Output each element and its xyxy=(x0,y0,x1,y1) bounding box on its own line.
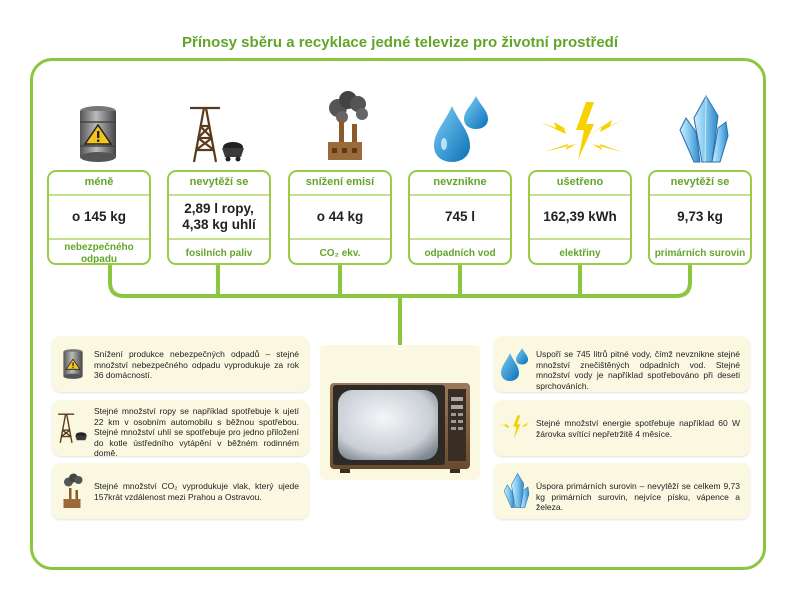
card-hazardous-waste xyxy=(47,170,151,265)
info-text: Snížení produkce nebezpečných odpadů – stejné množství nebezpečného odpadu vyprodukuje za rok 36 domácností. xyxy=(94,349,299,380)
card-bottom-label: odpadních vod xyxy=(424,247,496,259)
info-box-raw-materials xyxy=(494,463,750,519)
info-box-emissions xyxy=(52,463,309,519)
water-drops-icon xyxy=(500,346,530,382)
hazard-barrel-icon xyxy=(62,348,84,380)
info-box-electricity xyxy=(494,400,750,456)
info-box-fossil-fuels xyxy=(52,400,309,456)
info-text: Stejné množství energie spotřebuje například 60 W žárovka svítící nepřetržitě 4 měsíce. xyxy=(536,418,740,439)
lightning-icon xyxy=(538,100,628,162)
card-value: o 145 kg xyxy=(49,196,149,240)
factory-smoke-icon xyxy=(322,90,372,162)
card-bottom-label: CO₂ ekv. xyxy=(319,247,361,259)
card-value: 745 l xyxy=(410,196,510,240)
card-bottom-label: nebezpečného odpadu xyxy=(64,241,134,265)
card-value: o 44 kg xyxy=(290,196,390,240)
info-text: Uspoří se 745 litrů pitné vody, čímž nevznikne stejné množství znečištěných odpadních vod. Stejné množství vody je například spotřebováno při deseti sprchováních. xyxy=(536,349,740,391)
card-top-label: nevytěží se xyxy=(169,172,269,196)
page-title: Přínosy sběru a recyklace jedné televize pro životní prostředí xyxy=(182,34,618,51)
water-drops-icon xyxy=(432,92,492,164)
oil-rig-coal-icon xyxy=(186,104,246,164)
card-bottom-label: fosilních paliv xyxy=(185,247,253,259)
info-box-water xyxy=(494,336,750,392)
card-top-label: nevznikne xyxy=(410,172,510,196)
crystals-icon xyxy=(500,471,530,509)
factory-smoke-icon xyxy=(60,473,86,509)
television-image xyxy=(320,345,480,480)
card-raw-materials xyxy=(648,170,752,265)
television-icon xyxy=(320,345,480,480)
card-value: 2,89 l ropy, 4,38 kg uhlí xyxy=(169,196,269,240)
info-text: Stejné množství ropy se například spotřebuje k ujetí 22 km v osobním automobilu s běžnou spotřebou. Stejné množství uhlí se spotřebuje pro jedno přiložení do kotle ústředního vytápění v běžném rodinném domě. xyxy=(94,406,299,458)
card-emissions xyxy=(288,170,392,265)
card-bottom-label: elektřiny xyxy=(559,247,601,259)
info-text: Úspora primárních surovin – nevytěží se celkem 9,73 kg primárních surovin, nejvíce písku, vápence a železa. xyxy=(536,481,740,512)
info-text: Stejné množství CO₂ vyprodukuje vlak, který ujede 157krát vzdálenost mezi Prahou a Ostravou. xyxy=(94,481,299,502)
hazard-barrel-icon xyxy=(78,104,118,164)
lightning-icon xyxy=(498,414,534,440)
oil-rig-coal-icon xyxy=(56,412,88,444)
card-top-label: nevytěží se xyxy=(650,172,750,196)
card-bottom-label: primárních surovin xyxy=(654,247,746,259)
card-top-label: ušetřeno xyxy=(530,172,630,196)
card-top-label: méně xyxy=(49,172,149,196)
card-waste-water xyxy=(408,170,512,265)
card-value: 9,73 kg xyxy=(650,196,750,240)
card-fossil-fuels xyxy=(167,170,271,265)
crystals-icon xyxy=(672,92,730,164)
card-value: 162,39 kWh xyxy=(530,196,630,240)
card-top-label: snížení emisí xyxy=(290,172,390,196)
card-electricity xyxy=(528,170,632,265)
info-box-hazardous-waste xyxy=(52,336,309,392)
